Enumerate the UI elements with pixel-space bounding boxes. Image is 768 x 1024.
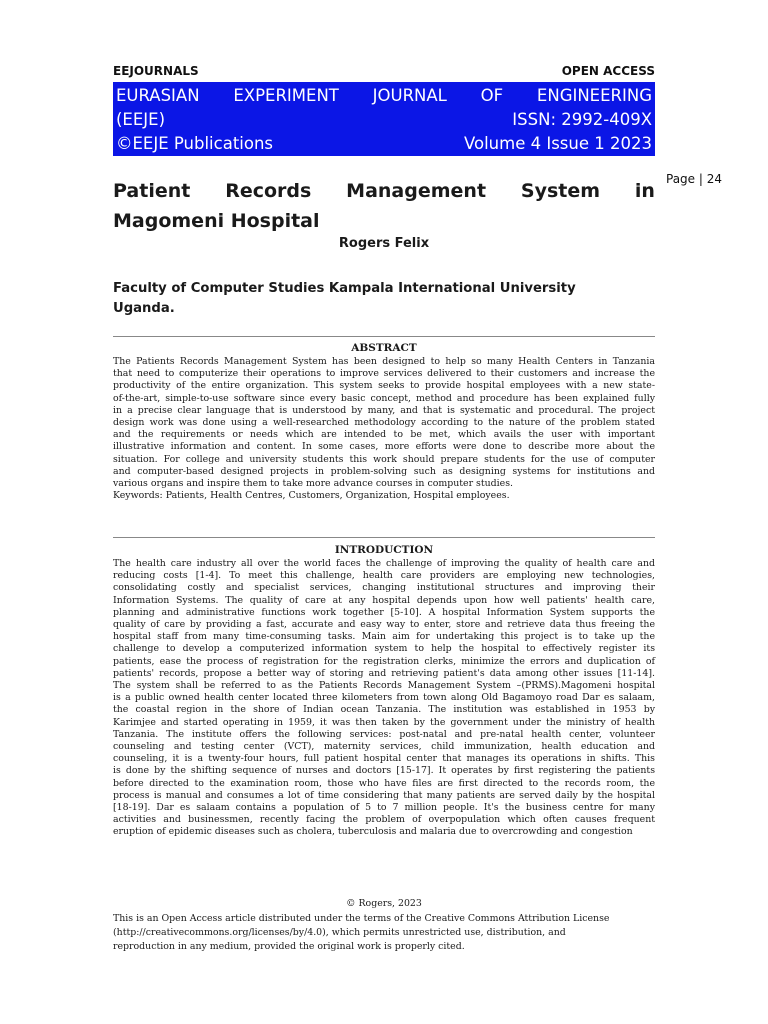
text-line: in a precise clear language that is understood by many, and that is systematic and procedural. The project (113, 404, 655, 416)
text-line: the coastal region in the shore of Indian ocean Tanzania. The institution was established in 1953 by (113, 704, 655, 716)
text-line: eruption of epidemic diseases such as cholera, tuberculosis and malaria due to overcrowding and congestion (113, 826, 633, 838)
license-statement (113, 912, 655, 954)
page-number: Page | 24 (666, 172, 722, 186)
text-line: [18-19]. Dar es salaam contains a population of 5 to 7 million people. It's the business centre for many (113, 802, 655, 814)
abstract-heading: ABSTRACT (351, 342, 417, 354)
text-line: counseling and testing center (VCT), maternity services, child immunization, health education and (113, 741, 655, 753)
text-line: productivity of the entire organization. This system seeks to provide hospital employees with a new state- (113, 380, 655, 392)
text-line: process is manual and consumes a lot of time considering that many patients are served daily by the hospital (113, 789, 655, 801)
affiliation (113, 279, 655, 319)
affiliation-line: Faculty of Computer Studies Kampala International University (113, 281, 576, 296)
text-line: Information Systems. The quality of care at any hospital depends upon how well patients' health care, (113, 594, 655, 606)
text-line: planning and administrative functions work together [5-10]. A hospital Information System supports the (113, 606, 655, 618)
text-line: Tanzania. The institute offers the following services: post-natal and pre-natal health center, volunteer (113, 728, 655, 740)
issn: ISSN: 2992-409X (512, 109, 652, 129)
banner-issn-row (116, 107, 652, 131)
divider (113, 336, 655, 337)
text-line: patients, ease the process of registration for the registration clerks, minimize the errors and duplication of (113, 655, 655, 667)
text-line: is a public owned health center located three kilometers from town along Old Bagamoyo road Dar es salaam, (113, 692, 655, 704)
banner-word: EURASIAN (116, 85, 200, 105)
title-line-1 (113, 176, 655, 206)
title-line-2: Magomeni Hospital (113, 210, 320, 232)
banner-word: EXPERIMENT (233, 85, 339, 105)
text-line: patients' records, propose a better way of storing and retrieving patient's data among other issues [11-14]. (113, 667, 655, 679)
divider (113, 537, 655, 538)
license-line: reproduction in any medium, provided the original work is properly cited. (113, 941, 465, 952)
banner-word: ENGINEERING (536, 85, 652, 105)
text-line: consolidating costly and specialist services, changing institutional structures and improving their (113, 582, 655, 594)
text-line: quality of care by providing a fast, accurate and easy way to enter, store and retrieve data thus freeing the (113, 619, 655, 631)
journal-banner (113, 82, 655, 156)
text-line: activities and businessmen, recently facing the problem of overpopulation which often causes frequent (113, 814, 655, 826)
paper-title (113, 176, 655, 236)
volume-issue: Volume 4 Issue 1 2023 (463, 133, 652, 153)
text-line: hospital staff from many time-consuming tasks. Main aim for undertaking this project is to take up the (113, 631, 655, 643)
copyright-notice: © Rogers, 2023 (346, 898, 422, 909)
open-access-label: OPEN ACCESS (561, 64, 655, 78)
title-word: in (634, 180, 655, 202)
text-line: illustrative information and content. In some cases, more efforts were done to describe more about the (113, 441, 655, 453)
journal-short-name: EEJOURNALS (113, 64, 199, 78)
title-word: System (520, 180, 601, 202)
text-line: is done by the shifting sequence of nurses and doctors [15-17]. It operates by first registering the patients (113, 765, 655, 777)
journal-header (113, 64, 655, 80)
author-name: Rogers Felix (338, 236, 430, 251)
text-line: that need to computerize their operations to improve services delivered to their customers and increase the (113, 368, 655, 380)
text-line: of-the-art, simple-to-use software since every basic concept, method and procedure has been explained fully (113, 392, 655, 404)
affiliation-line: Uganda. (113, 301, 175, 316)
text-line: counseling, it is a twenty-four hours, full patient hospital center that manages its operations in shifts. This (113, 753, 655, 765)
introduction-heading: INTRODUCTION (334, 544, 434, 556)
journal-abbreviation: (EEJE) (116, 109, 166, 129)
title-word: Patient (113, 180, 191, 202)
banner-word: OF (480, 85, 504, 105)
title-word: Management (346, 180, 487, 202)
text-line: before directed to the examination room, those who have files are first directed to the records room, the (113, 777, 655, 789)
introduction-body (113, 558, 655, 839)
text-line: design work was done using a well-researched methodology according to the nature of the problem stated (113, 417, 655, 429)
text-line: and computer-based designed projects in problem-solving such as designing systems for institutions and (113, 465, 655, 477)
abstract-body (113, 356, 655, 502)
text-line: Karimjee and started operating in 1959, it was then taken by the government under the ministry of health (113, 716, 655, 728)
publisher: ©EEJE Publications (116, 133, 274, 153)
banner-word: JOURNAL (372, 85, 447, 105)
text-line: reducing costs [1-4]. To meet this challenge, health care providers are employing new technologies, (113, 570, 655, 582)
license-line: This is an Open Access article distributed under the terms of the Creative Commons Attribution License (113, 913, 610, 924)
text-line: The health care industry all over the world faces the challenge of improving the quality of health care and (113, 558, 655, 569)
text-line: The Patients Records Management System has been designed to help so many Health Centers in Tanzania (113, 356, 655, 367)
banner-publication-row (116, 131, 652, 155)
text-line: and the requirements or needs which are intended to be met, which avails the user with important (113, 429, 655, 441)
text-line: challenge to develop a computerized information system to help the hospital to effectively register its (113, 643, 655, 655)
title-word: Records (225, 180, 312, 202)
license-line: (http://creativecommons.org/licenses/by/4.0), which permits unrestricted use, distribution, and (113, 927, 566, 938)
text-line: various organs and inspire them to take more advance courses in computer studies. (113, 478, 514, 490)
keywords: Keywords: Patients, Health Centres, Customers, Organization, Hospital employees. (113, 490, 510, 502)
banner-title-row (116, 83, 652, 107)
text-line: The system shall be referred to as the Patients Records Management System –(PRMS).Magomeni hospital (113, 680, 655, 692)
text-line: situation. For college and university students this work should prepare students for the use of computer (113, 453, 655, 465)
